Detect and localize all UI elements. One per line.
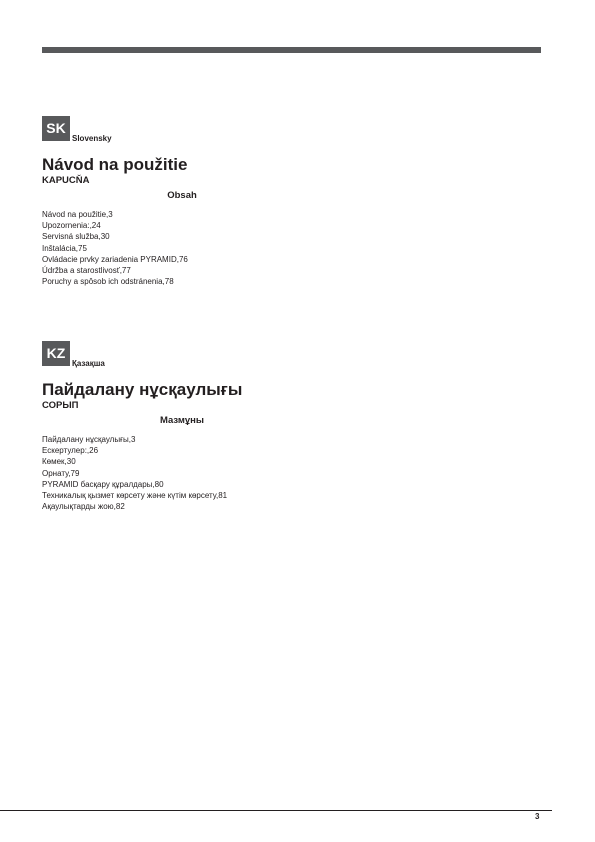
toc-item: Servisná služba,30 xyxy=(42,232,110,242)
toc-item: Poruchy a spôsob ich odstránenia,78 xyxy=(42,277,174,287)
language-code-badge: SK xyxy=(42,116,70,141)
language-header xyxy=(42,341,542,366)
toc-item: Көмек,30 xyxy=(42,457,76,467)
contents-heading: Obsah xyxy=(167,190,197,201)
top-rule xyxy=(42,47,541,53)
toc-item: Пайдалану нұсқаулығы,3 xyxy=(42,435,136,444)
document-title: Návod na použitie xyxy=(42,155,188,174)
language-code-badge: KZ xyxy=(42,341,70,366)
section-slovak xyxy=(42,116,542,287)
table-of-contents xyxy=(42,434,542,512)
document-title: Пайдалану нұсқаулығы xyxy=(42,380,243,399)
toc-item: Návod na použitie,3 xyxy=(42,210,113,219)
table-of-contents xyxy=(42,209,542,287)
language-header xyxy=(42,116,542,141)
toc-item: Орнату,79 xyxy=(42,468,80,478)
toc-item: Inštalácia,75 xyxy=(42,243,87,253)
contents-heading: Мазмұны xyxy=(159,415,205,426)
toc-item: Upozornenia:,24 xyxy=(42,221,101,231)
product-subtitle: СОРЫП xyxy=(42,400,79,411)
toc-item: Ескертулер:,26 xyxy=(42,446,99,456)
toc-item: Ovládacie prvky zariadenia PYRAMID,76 xyxy=(42,254,188,264)
language-name: Slovensky xyxy=(72,134,112,143)
language-name: Қазақша xyxy=(72,359,105,368)
product-subtitle: KAPUCŇA xyxy=(42,175,90,186)
toc-item: PYRAMID басқару құралдары,80 xyxy=(42,479,164,489)
page-number: 3 xyxy=(535,812,540,821)
section-kazakh xyxy=(42,341,542,512)
toc-item: Ақаулықтарды жою,82 xyxy=(42,502,125,512)
toc-item: Údržba a starostlivosť,77 xyxy=(42,266,131,276)
toc-item: Техникалық қызмет көрсету және күтім көрсету,81 xyxy=(42,491,228,501)
bottom-rule xyxy=(0,810,552,811)
